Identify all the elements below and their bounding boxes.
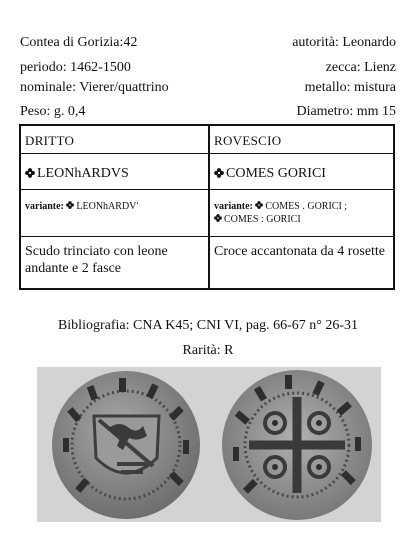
mint: zecca: Lienz [325, 60, 396, 75]
obverse-coin-image [49, 368, 203, 522]
table-row-line [21, 236, 393, 237]
reverse-variant [214, 200, 392, 226]
denomination: nominale: Vierer/quattrino [20, 80, 169, 95]
metal: metallo: mistura [304, 80, 396, 95]
reverse-legend-text: COMES GORICI [226, 166, 326, 181]
obverse-header: DRITTO [25, 133, 75, 148]
reverse-description: Croce accantonata da 4 rosette [214, 244, 386, 259]
rarity: Rarità: R [182, 343, 234, 358]
authority: autorità: Leonardo [292, 35, 396, 50]
table-divider [208, 126, 210, 288]
rosette-icon [66, 201, 74, 209]
rosette-icon [214, 214, 222, 222]
table-row-line [21, 189, 393, 190]
reverse-coin-image [219, 367, 375, 523]
period: periodo: 1462-1500 [20, 60, 131, 75]
table-row-line [21, 153, 393, 154]
reverse-variant-text-2: COMES : GORICI [224, 214, 301, 225]
rosette-icon [25, 168, 35, 178]
rosette-icon [255, 201, 263, 209]
coin-photo [37, 367, 381, 522]
obverse-variant [25, 200, 205, 213]
obverse-legend-text: LEONhARDVS [37, 166, 129, 181]
reverse-variant-text-1: COMES . GORICI ; [265, 201, 348, 212]
obverse-legend [25, 166, 205, 182]
diameter: Diametro: mm 15 [296, 104, 396, 119]
reverse-header: ROVESCIO [214, 133, 282, 148]
obverse-variant-text: LEONhARDV' [76, 201, 139, 212]
reverse-legend [214, 166, 392, 182]
coin-title: Contea di Gorizia:42 [20, 35, 138, 50]
weight: Peso: g. 0,4 [20, 104, 86, 119]
obverse-variant-label: variante: [25, 201, 64, 212]
reverse-variant-label: variante: [214, 201, 253, 212]
rosette-icon [214, 168, 224, 178]
coin-table [19, 124, 395, 290]
obverse-description: Scudo trinciato con leone andante e 2 fasce [25, 244, 168, 276]
bibliography: Bibliografia: CNA K45; CNI VI, pag. 66-67 n° 26-31 [57, 318, 359, 333]
